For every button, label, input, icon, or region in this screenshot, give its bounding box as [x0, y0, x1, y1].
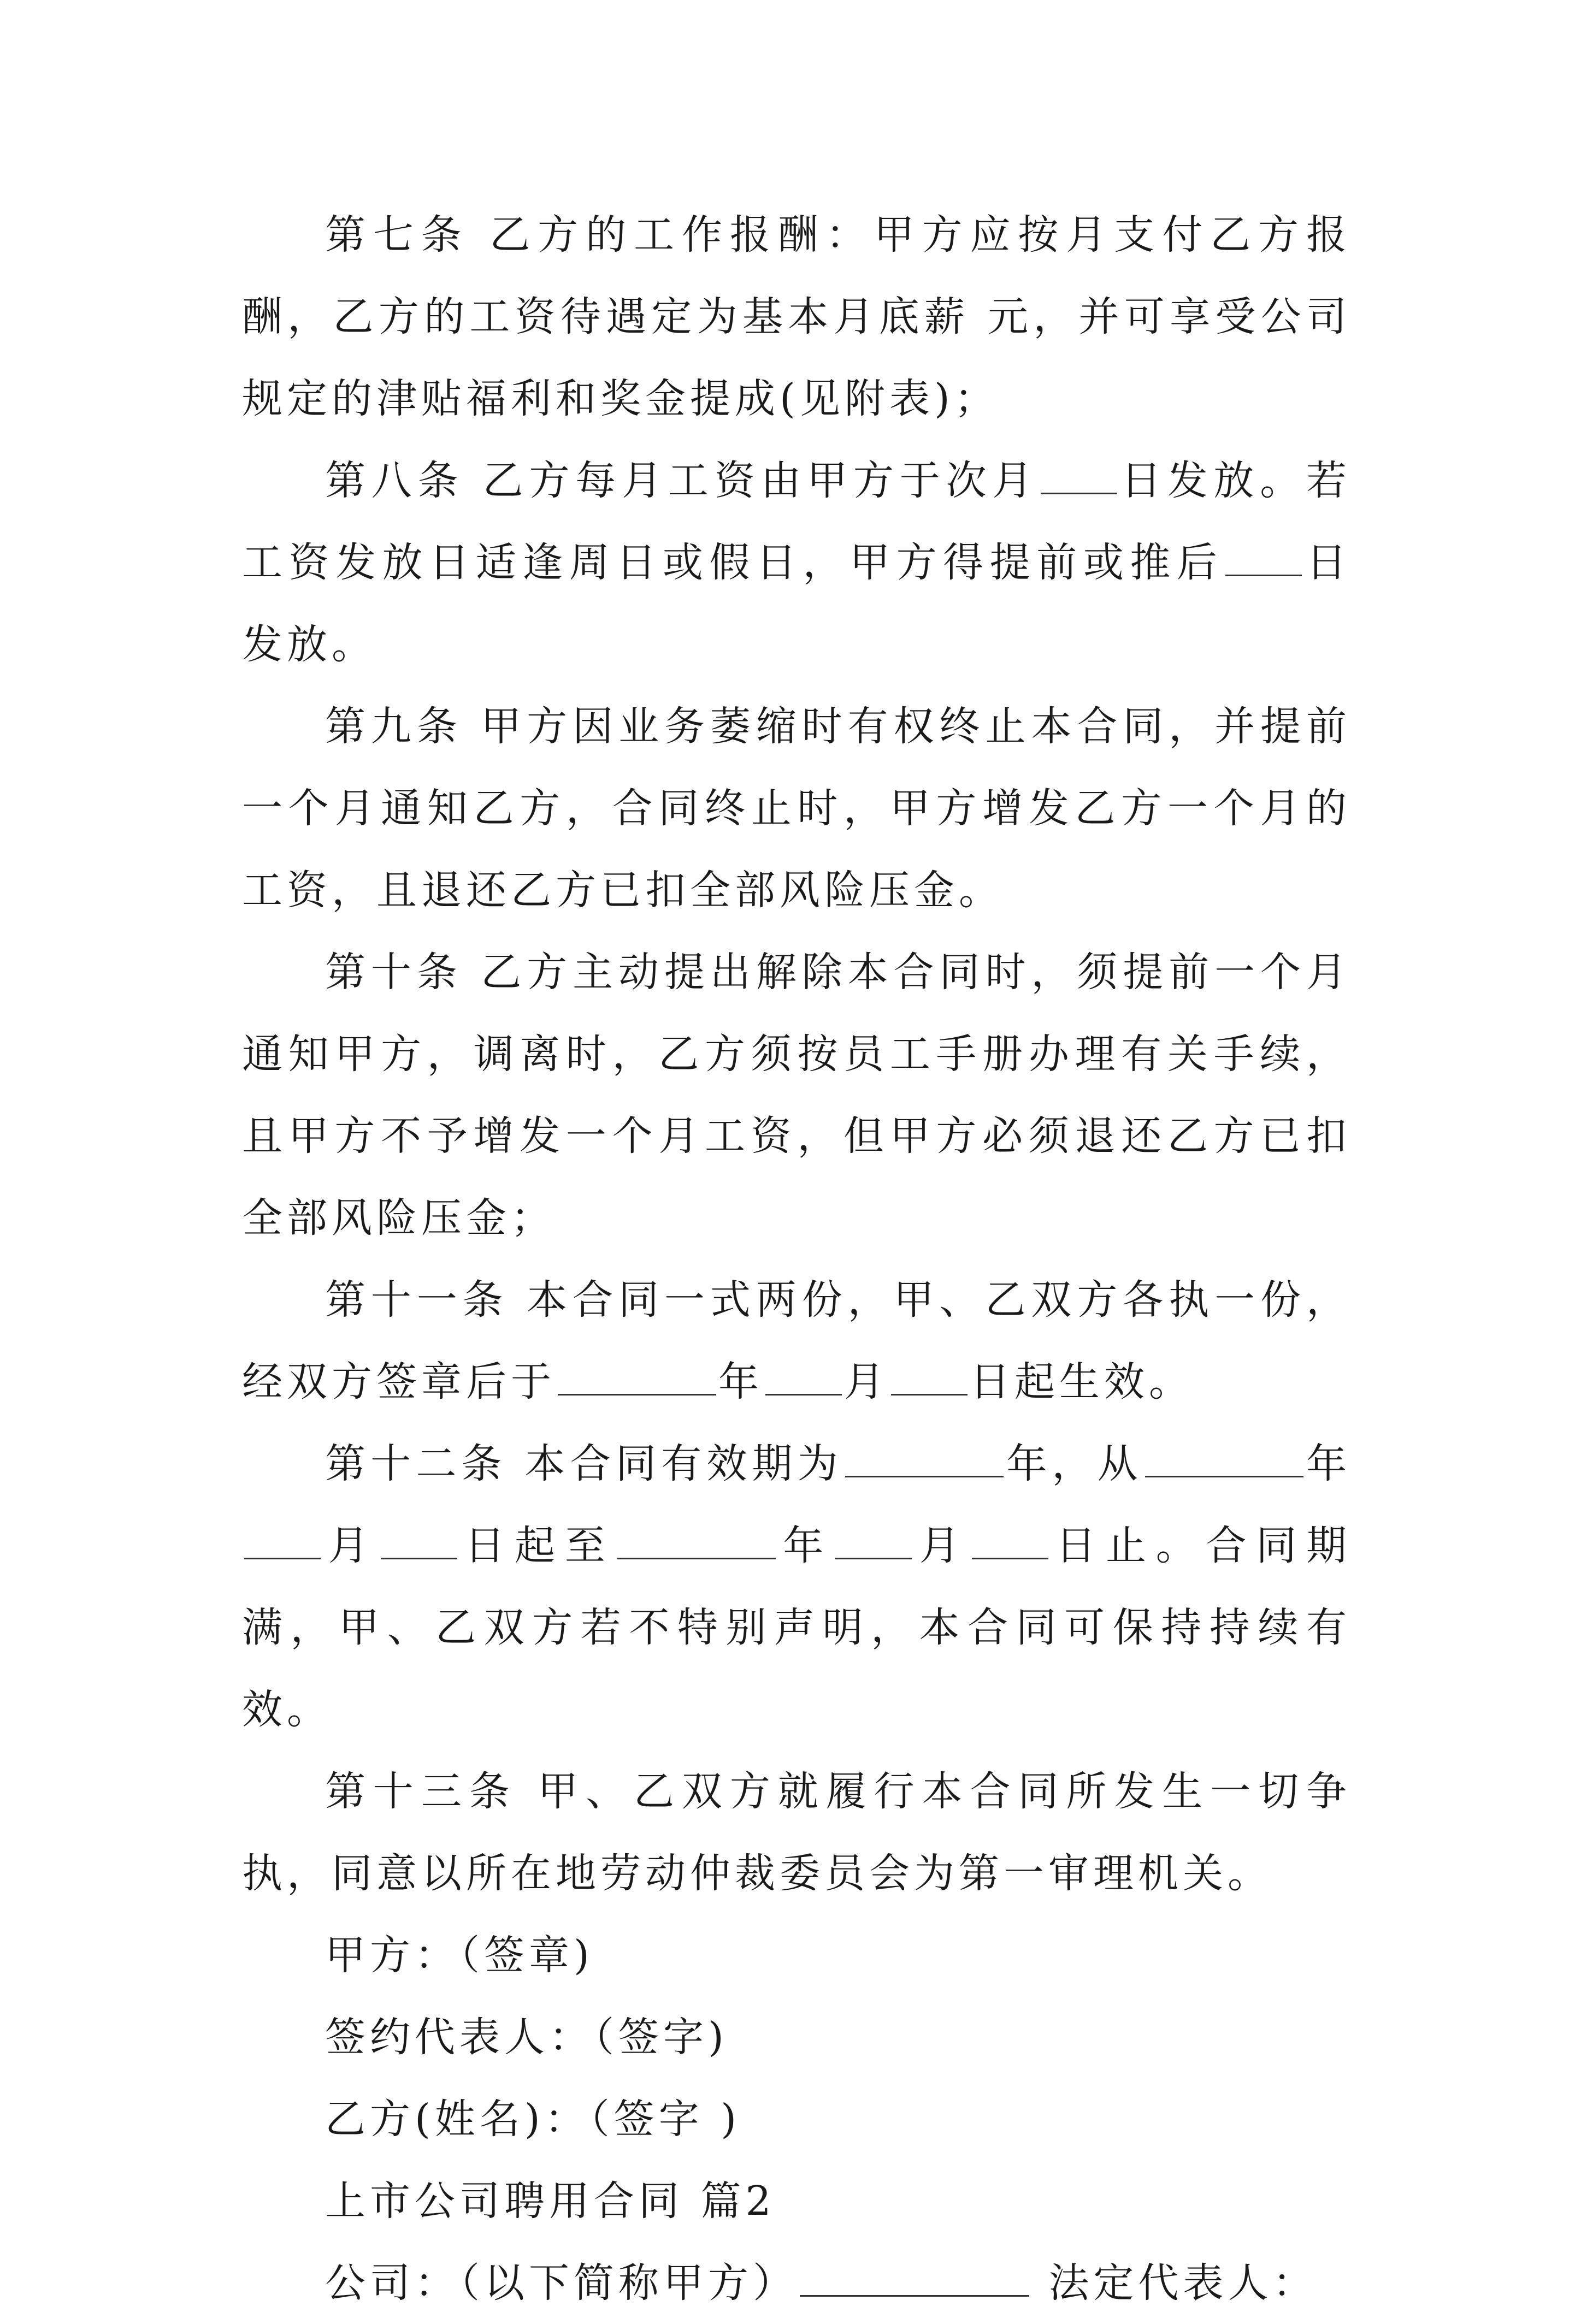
article-12-text-8: 日止。合同期满，甲、乙双方若不特别声明，本合同可保持持续有效。: [242, 1522, 1351, 1733]
blank-field: [381, 1525, 457, 1559]
blank-field: [558, 1361, 716, 1395]
representative-signature: 签约代表人：（签字): [325, 2014, 728, 2061]
article-10: 第十条 乙方主动提出解除本合同时，须提前一个月通知甲方，调离时，乙方须按员工手册办理有关手续，且甲方不予增发一个月工资，但甲方必须退还乙方已扣全部风险压金；: [242, 949, 1351, 1241]
blank-field: [244, 1525, 321, 1559]
article-8-text-2: 日发放。若工资发放日适逢周日或假日，甲方得提前或推后: [242, 457, 1351, 586]
article-11: [242, 1259, 1351, 1423]
section-title: 上市公司聘用合同 篇2: [325, 2178, 776, 2225]
blank-field: [800, 2262, 1029, 2297]
article-12-text-2: 年，从: [1005, 1440, 1143, 1487]
article-12-text-7: 月: [914, 1522, 970, 1569]
party-a-signature: 甲方：（签章): [325, 1932, 594, 1979]
blank-field: [891, 1361, 968, 1395]
blank-field: [1225, 542, 1302, 576]
blank-field: [835, 1525, 912, 1559]
document-body: [242, 194, 1351, 2324]
article-11-text-3: 月: [844, 1358, 889, 1405]
article-12-text-6: 年: [777, 1522, 833, 1569]
article-12: [242, 1423, 1351, 1751]
party-b-signature: 乙方(姓名)：（签字 ): [325, 2096, 741, 2143]
article-8-text-3: 日发放。: [242, 539, 1351, 668]
article-12-text-3: 年: [1305, 1440, 1352, 1487]
article-11-text-4: 日起生效。: [970, 1358, 1194, 1405]
company-line-text-2: 法定代表人：: [1031, 2260, 1318, 2307]
blank-field: [765, 1361, 842, 1395]
blank-field: [1145, 1443, 1303, 1477]
article-7: 第七条 乙方的工作报酬：甲方应按月支付乙方报酬，乙方的工资待遇定为基本月底薪 元，并可享受公司规定的津贴福利和奖金提成(见附表)；: [242, 211, 1351, 422]
article-11-text-1: 第十一条 本合同一式两份，甲、乙双方各执一份，经双方签章后于: [242, 1276, 1351, 1405]
blank-field: [1041, 460, 1117, 494]
article-8: [242, 440, 1351, 685]
article-8-text-1: 第八条 乙方每月工资由甲方于次月: [325, 457, 1039, 504]
article-12-text-1: 第十二条 本合同有效期为: [325, 1440, 843, 1487]
article-13: 第十三条 甲、乙双方就履行本合同所发生一切争执，同意以所在地劳动仲裁委员会为第一审理机关。: [242, 1768, 1351, 1897]
article-11-text-2: 年: [718, 1358, 763, 1405]
article-12-text-5: 日起至: [459, 1522, 615, 1569]
company-line-text-1: 公司：（以下简称甲方）: [325, 2260, 798, 2307]
blank-field: [972, 1525, 1048, 1559]
article-12-text-4: 月: [323, 1522, 379, 1569]
article-9: 第九条 甲方因业务萎缩时有权终止本合同，并提前一个月通知乙方，合同终止时，甲方增发乙方一个月的工资，且退还乙方已扣全部风险压金。: [242, 703, 1351, 914]
company-line: [242, 2242, 1351, 2324]
blank-field: [617, 1525, 776, 1559]
blank-field: [845, 1443, 1004, 1477]
